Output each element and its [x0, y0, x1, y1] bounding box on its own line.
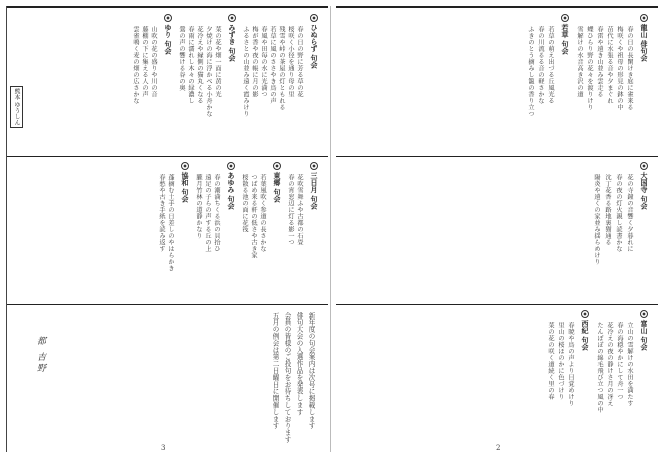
- section-title: [163, 14, 173, 54]
- bullet-icon: [273, 162, 281, 170]
- haiku-line: 若葉風吹く参道の長さかな: [259, 174, 266, 252]
- section-title: [639, 310, 649, 350]
- section-rule: [6, 156, 328, 157]
- right-middle-block: [340, 160, 654, 300]
- haiku-line: 梅咲くや祖母の形見の鉢の中: [616, 26, 623, 111]
- bullet-icon: [640, 14, 648, 22]
- section-title-text: 富山 句会: [640, 320, 649, 351]
- section-title-text: みずき 句会: [228, 24, 237, 62]
- haiku-line: 遠足の子らの声する丘の上: [204, 174, 211, 252]
- left-page: [6, 6, 328, 452]
- section-title: [227, 14, 237, 61]
- bullet-icon: [640, 310, 648, 318]
- haiku-line: 桜咲く小径を通り母の里: [287, 26, 294, 98]
- haiku-line: 春の潮満ちくる浜の貝拾ひ: [213, 174, 220, 252]
- section-title: [272, 162, 282, 202]
- section-title-text: 三日月 句会: [310, 172, 319, 210]
- section-title: [580, 310, 590, 350]
- section-title: [309, 162, 319, 209]
- bullet-icon: [181, 162, 189, 170]
- haiku-line: 春風や田毎の水に光満つ: [260, 26, 267, 98]
- haiku-line: 残雪や峠の茶屋の灯ともれる: [278, 26, 285, 111]
- notice-line: 会員の皆様のご投句をお待ちしております: [283, 312, 291, 444]
- haiku-line: 雲雀鳴く麦の畑の広さかな: [132, 26, 139, 104]
- section-rule: [336, 156, 658, 157]
- section-title: [560, 14, 570, 54]
- haiku-line: 春の夜の灯火親し読書かな: [615, 174, 622, 252]
- haiku-line: 梅が香や夜の帳に月の影: [251, 26, 258, 98]
- bullet-icon: [227, 162, 235, 170]
- gutter: [330, 6, 331, 452]
- page-border: [6, 6, 7, 452]
- haiku-line: 春の宵窓辺に灯る影一つ: [287, 174, 294, 246]
- haiku-line: 花吹雪舞ふや古都の石畳: [296, 174, 303, 246]
- right-page: [336, 6, 658, 452]
- section-title: [309, 14, 319, 68]
- top-rule: [336, 6, 658, 8]
- haiku-line: 立山の雪解けの水田を満たす: [626, 322, 633, 407]
- haiku-line: 花の寺鐘の音響く夕暮れに: [626, 174, 633, 252]
- notice-line: 五月の例会は第二日曜日に開催します: [271, 312, 279, 430]
- right-bottom-block: [340, 308, 654, 438]
- section-title: [226, 162, 236, 209]
- bullet-icon: [561, 14, 569, 22]
- section-title-text: あゆみ 句会: [227, 172, 236, 210]
- haiku-line: 春の川流るる音の軽さかな: [537, 26, 544, 104]
- section-title-text: 西紀 句会: [581, 320, 590, 351]
- haiku-line: 藤棚の下に集える人の声: [141, 26, 148, 98]
- haiku-line: つばめ来る軒の低さや古き家: [250, 174, 257, 259]
- haiku-line: たんぽぽの綿毛飛び立つ風の中: [596, 322, 603, 413]
- signature: 都 吉野: [35, 336, 45, 374]
- bullet-icon: [164, 14, 172, 22]
- bullet-icon: [310, 162, 318, 170]
- haiku-line: 若草に風のささやき鳥の声: [269, 26, 276, 104]
- haiku-line: ふるさとの山並み遠く霞みけり: [242, 26, 249, 117]
- haiku-line: 山吹の花の盛りや川の音: [150, 26, 157, 98]
- haiku-line: 蝶ひらり野の花々を渡りけり: [586, 26, 593, 111]
- haiku-line: 蓬摘む土手の日差しのやはらかき: [167, 174, 174, 272]
- haiku-line: 春雷や遠き山並み雲走る: [596, 26, 603, 98]
- bullet-icon: [310, 14, 318, 22]
- haiku-line: 春雨に濡れし木々の緑濃し: [187, 26, 194, 104]
- left-bottom-block: [24, 308, 324, 444]
- bullet-icon: [581, 310, 589, 318]
- section-title-text: ひぬらず 句会: [310, 24, 319, 69]
- notice-line: 俳句大会の入選作品を発表します: [295, 312, 303, 416]
- haiku-line: 沈丁花香る路地裏猫通る: [604, 174, 611, 246]
- left-top-block: [24, 12, 324, 152]
- haiku-line: 夕焼けの海に浮かべる小舟かな: [205, 26, 212, 117]
- section-title-text: 若草 句会: [561, 24, 570, 55]
- haiku-line: 里山の桜ほのかに色づけり: [557, 322, 564, 400]
- haiku-line: 朧月竹林の道静かなり: [195, 174, 202, 239]
- notice-line: 新年度の句会案内は次号に掲載します: [307, 312, 315, 430]
- haiku-line: 春の日の長閑けき庭に雀来る: [626, 26, 633, 111]
- haiku-line: 菜の花や畑一面に黄の光: [214, 26, 221, 98]
- section-title: [639, 14, 649, 61]
- page-tab: 熊本 ゆうしん: [10, 86, 23, 128]
- haiku-line: 花冷えの夜の静けさ月の冴え: [606, 322, 613, 407]
- section-rule: [336, 304, 658, 305]
- top-rule: [6, 6, 328, 8]
- section-title-text: 協和 句会: [181, 172, 190, 203]
- section-title: [180, 162, 190, 202]
- left-middle-block: [24, 160, 324, 300]
- haiku-line: 春の日の野に芳る草の花: [296, 26, 303, 98]
- haiku-line: 雪解けの水音高き沢の道: [576, 26, 583, 98]
- haiku-line: 菜の花の咲く道続く里の春: [547, 322, 554, 400]
- haiku-line: 若草の萌え出づる丘風光る: [547, 26, 554, 104]
- haiku-line: 春暁や鳥の声より目覚めけり: [567, 322, 574, 407]
- bullet-icon: [228, 14, 236, 22]
- page-number: 3: [161, 444, 166, 452]
- haiku-line: 苗代に水張る音や夕まぐれ: [606, 26, 613, 104]
- haiku-line: 春の海穏やかにして舟一つ: [616, 322, 623, 400]
- section-title-text: 大国寺 句会: [640, 172, 649, 210]
- section-title-text: ゆり 句会: [164, 24, 173, 55]
- haiku-line: ふきのとう摘みし籠の香り立つ: [527, 26, 534, 117]
- right-top-block: [340, 12, 654, 152]
- section-title-text: 東郷 句会: [273, 172, 282, 203]
- section-title-text: 龍山 俳句会: [640, 24, 649, 62]
- section-title: [639, 162, 649, 209]
- page-number: 2: [496, 444, 501, 452]
- section-rule: [6, 304, 328, 305]
- haiku-line: 花冷えや縁側の猫丸くなる: [196, 26, 203, 104]
- bullet-icon: [640, 162, 648, 170]
- haiku-line: 陽炎や遠くの家並み揺らめけり: [593, 174, 600, 265]
- haiku-line: 春愁や古き手紙を読み返す: [158, 174, 165, 252]
- haiku-line: 桜散る池の面に花筏: [241, 174, 248, 233]
- haiku-line: 鶯の声の響ける谷の奥: [178, 26, 185, 91]
